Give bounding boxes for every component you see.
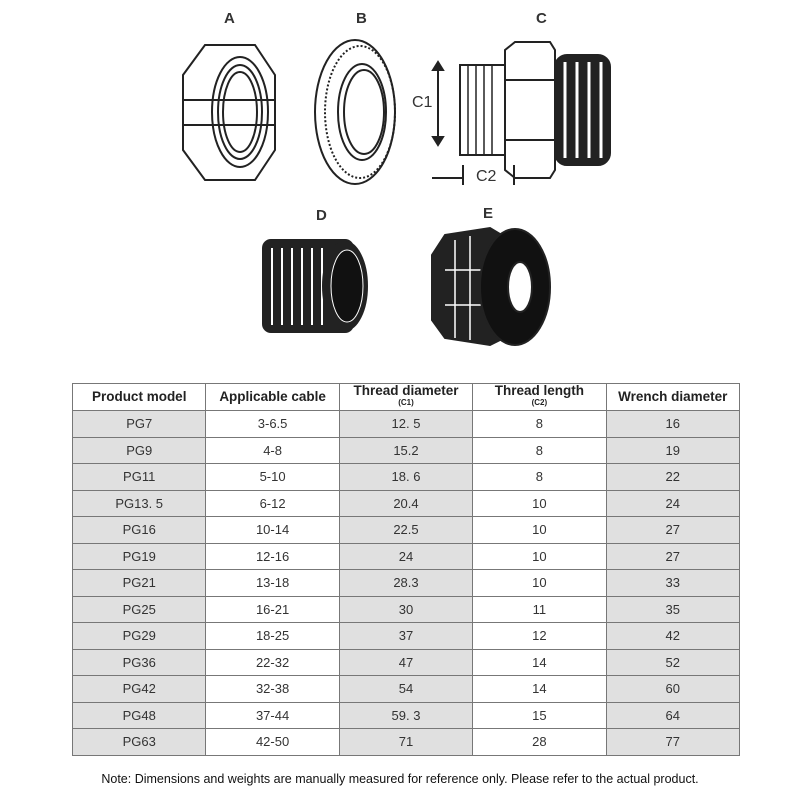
table-cell: 28.3	[339, 570, 472, 597]
table-row	[73, 517, 740, 544]
table-cell: PG42	[73, 676, 206, 703]
table-cell: PG7	[73, 411, 206, 438]
table-cell: PG13. 5	[73, 490, 206, 517]
label-a: A	[224, 10, 235, 27]
table-cell: 35	[606, 596, 739, 623]
column-header	[473, 384, 606, 411]
table-cell: PG25	[73, 596, 206, 623]
table-cell: 19	[606, 437, 739, 464]
table-cell: 10	[473, 490, 606, 517]
table-cell: 11	[473, 596, 606, 623]
table-cell: 59. 3	[339, 702, 472, 729]
table-cell: 27	[606, 543, 739, 570]
table-cell: 6-12	[206, 490, 339, 517]
table-cell: 71	[339, 729, 472, 756]
table-cell: 13-18	[206, 570, 339, 597]
column-header-sub: (C2)	[531, 398, 548, 407]
column-header-sub: (C1)	[398, 398, 414, 407]
table-cell: PG16	[73, 517, 206, 544]
table-cell: 22	[606, 464, 739, 491]
table-cell: 47	[339, 649, 472, 676]
table-cell: 30	[339, 596, 472, 623]
table-cell: 52	[606, 649, 739, 676]
table-cell: 54	[339, 676, 472, 703]
column-header-label: Product model	[91, 389, 187, 404]
part-c-gland-body	[432, 42, 610, 185]
table-cell: 42	[606, 623, 739, 650]
table-cell: 18-25	[206, 623, 339, 650]
table-cell: 4-8	[206, 437, 339, 464]
table-cell: PG36	[73, 649, 206, 676]
part-a-lock-nut	[183, 45, 275, 180]
table-row	[73, 596, 740, 623]
table-cell: 15	[473, 702, 606, 729]
table-cell: 24	[339, 543, 472, 570]
table-cell: 10	[473, 570, 606, 597]
table-row	[73, 649, 740, 676]
table-cell: 10-14	[206, 517, 339, 544]
table-cell: 12. 5	[339, 411, 472, 438]
column-header	[73, 384, 206, 411]
table-cell: 12	[473, 623, 606, 650]
table-cell: PG19	[73, 543, 206, 570]
table-cell: 60	[606, 676, 739, 703]
table-cell: 18. 6	[339, 464, 472, 491]
table-row	[73, 623, 740, 650]
table-cell: PG63	[73, 729, 206, 756]
table-cell: 22.5	[339, 517, 472, 544]
table-cell: 77	[606, 729, 739, 756]
table-cell: 33	[606, 570, 739, 597]
table-cell: PG21	[73, 570, 206, 597]
label-c: C	[536, 10, 547, 27]
column-header-label: Applicable cable	[219, 389, 326, 404]
table-row	[73, 411, 740, 438]
table-cell: 20.4	[339, 490, 472, 517]
table-cell: PG11	[73, 464, 206, 491]
label-b: B	[356, 10, 367, 27]
column-header-label: Thread length	[494, 383, 584, 398]
table-cell: 14	[473, 649, 606, 676]
label-d: D	[316, 207, 327, 224]
table-row	[73, 437, 740, 464]
table-cell: 24	[606, 490, 739, 517]
table-cell: 16	[606, 411, 739, 438]
table-row	[73, 729, 740, 756]
table-cell: 64	[606, 702, 739, 729]
table-cell: 27	[606, 517, 739, 544]
table-cell: 8	[473, 437, 606, 464]
table-cell: 5-10	[206, 464, 339, 491]
table-cell: 22-32	[206, 649, 339, 676]
part-b-sealing-ring	[315, 40, 395, 184]
table-cell: 12-16	[206, 543, 339, 570]
table-cell: 3-6.5	[206, 411, 339, 438]
table-cell: 10	[473, 543, 606, 570]
disclaimer-note: Note: Dimensions and weights are manually measured for reference only. Please refer to the actual product.	[101, 772, 699, 786]
table-header-row	[73, 384, 740, 411]
column-header	[206, 384, 339, 411]
table-cell: 15.2	[339, 437, 472, 464]
column-header-label: Thread diameter	[353, 383, 459, 398]
table-cell: PG9	[73, 437, 206, 464]
table-row	[73, 543, 740, 570]
part-e-cap-nut	[432, 228, 550, 345]
parts-diagram	[0, 0, 800, 380]
table-cell: 37-44	[206, 702, 339, 729]
table-cell: PG29	[73, 623, 206, 650]
table-cell: 32-38	[206, 676, 339, 703]
table-cell: 28	[473, 729, 606, 756]
label-e: E	[483, 205, 494, 222]
table-row	[73, 490, 740, 517]
table-cell: 10	[473, 517, 606, 544]
table-row	[73, 676, 740, 703]
table-cell: 8	[473, 464, 606, 491]
table-cell: 37	[339, 623, 472, 650]
table-cell: 16-21	[206, 596, 339, 623]
table-cell: 42-50	[206, 729, 339, 756]
table-cell: 14	[473, 676, 606, 703]
table-cell: 8	[473, 411, 606, 438]
table-row	[73, 464, 740, 491]
table-row	[73, 702, 740, 729]
dimension-c2-label: C2	[476, 168, 497, 185]
column-header	[606, 384, 739, 411]
column-header-label: Wrench diameter	[618, 389, 728, 404]
dimension-c1-label: C1	[412, 94, 433, 111]
table-row	[73, 570, 740, 597]
part-d-claw-insert	[263, 240, 367, 332]
column-header	[339, 384, 472, 411]
specs-table	[72, 383, 740, 756]
table-cell: PG48	[73, 702, 206, 729]
